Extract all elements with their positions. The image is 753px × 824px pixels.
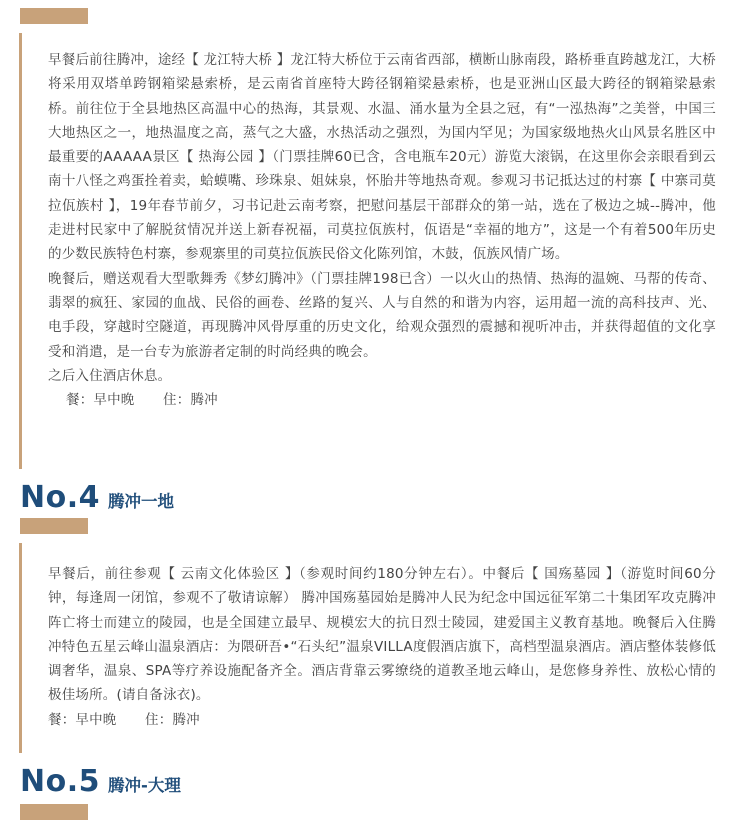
day3-description (48, 48, 716, 412)
day4-divider-line (19, 543, 22, 753)
section-divider-line (19, 33, 22, 469)
day3-meal-stay (48, 388, 716, 412)
day5-number: No.5 (20, 764, 100, 799)
day4-title: 腾冲一地 (108, 492, 174, 511)
day4-paragraph-1: 早餐后，前往参观【 云南文化体验区 】（参观时间约180分钟左右）。中餐后【 国殇墓园 】（游览时间60分钟，每逢周一闭馆，参观不了敬请谅解） 腾冲国殇墓园始是腾冲人民为纪念中国远征军第二十集团军攻克腾冲阵亡将士而建立的陵园，也是全国建立最早、规模宏大的抗日烈士陵园，建爱国主义教育基地。晚餐后入住腾冲特色五星云峰山温泉酒店：为隈研吾•“石头纪”温泉VILLA度假酒店旗下，高档型温泉酒店。酒店整体装修低调奢华，温泉、SPA等疗养设施配备齐全。酒店背靠云雾缭绕的道教圣地云峰山，是您修身养性、放松心情的极佳场所。(请自备泳衣)。 (48, 566, 716, 704)
day3-meals: 餐：早中晚 (66, 392, 135, 409)
day3-paragraph-3: 之后入住酒店休息。 (48, 367, 172, 384)
section-accent-bar (20, 8, 88, 24)
day5-title: 腾冲-大理 (108, 776, 181, 795)
day3-paragraph-1: 早餐后前往腾冲，途经【 龙江特大桥 】龙江特大桥位于云南省西部，横断山脉南段，路桥垂直跨越龙江，大桥将采用双塔单跨钢箱梁悬索桥，是云南省首座特大跨径钢箱梁悬索桥，也是亚洲山区最大跨径的钢箱梁悬索桥。前往位于全县地热区高温中心的热海，其景观、水温、涌水量为全县之冠，有“一泓热海”之美誉，中国三大地热区之一，地热温度之高，蒸气之大盛，水热活动之强烈，为国内罕见；为国家级地热火山风景名胜区中最重要的AAAAA景区【 热海公园 】（门票挂牌60已含，含电瓶车20元）游览大滚锅，在这里你会亲眼看到云南十八怪之鸡蛋拴着卖，蛤蟆嘴、珍珠泉、姐妹泉，怀胎井等地热奇观。参观习书记抵达过的村寨【 中寨司莫拉佤族村 】，19年春节前夕，习书记赴云南考察，把慰问基层干部群众的第一站，选在了极边之城--腾冲，他走进村民家中了解脱贫情况并送上新春祝福，司莫拉佤族村，佤语是“幸福的地方”，这是一个有着500年历史的少数民族特色村寨，参观寨里的司莫拉佤族民俗文化陈列馆，木鼓，佤族风情广场。 (48, 52, 716, 263)
day5-accent-bar (20, 804, 88, 820)
day3-stay: 住：腾冲 (163, 392, 218, 409)
day4-meals: 餐：早中晚 (48, 711, 117, 728)
day4-accent-bar (20, 518, 88, 534)
day4-stay: 住：腾冲 (145, 711, 200, 728)
day4-number: No.4 (20, 480, 100, 515)
day4-meal-stay (48, 708, 716, 732)
day4-description (48, 562, 716, 732)
day5-heading (20, 764, 181, 799)
day4-heading (20, 480, 174, 515)
day3-paragraph-2: 晚餐后，赠送观看大型歌舞秀《梦幻腾冲》（门票挂牌198已含）一以火山的热情、热海的温婉、马帮的传奇、翡翠的疯狂、家园的血战、民俗的画卷、丝路的复兴、人与自然的和谐为内容，运用超一流的高科技声、光、电手段，穿越时空隧道，再现腾冲风骨厚重的历史文化，给观众强烈的震撼和视听冲击，并获得超值的文化享受和消遣，是一台专为旅游者定制的时尚经典的晚会。 (48, 270, 716, 360)
